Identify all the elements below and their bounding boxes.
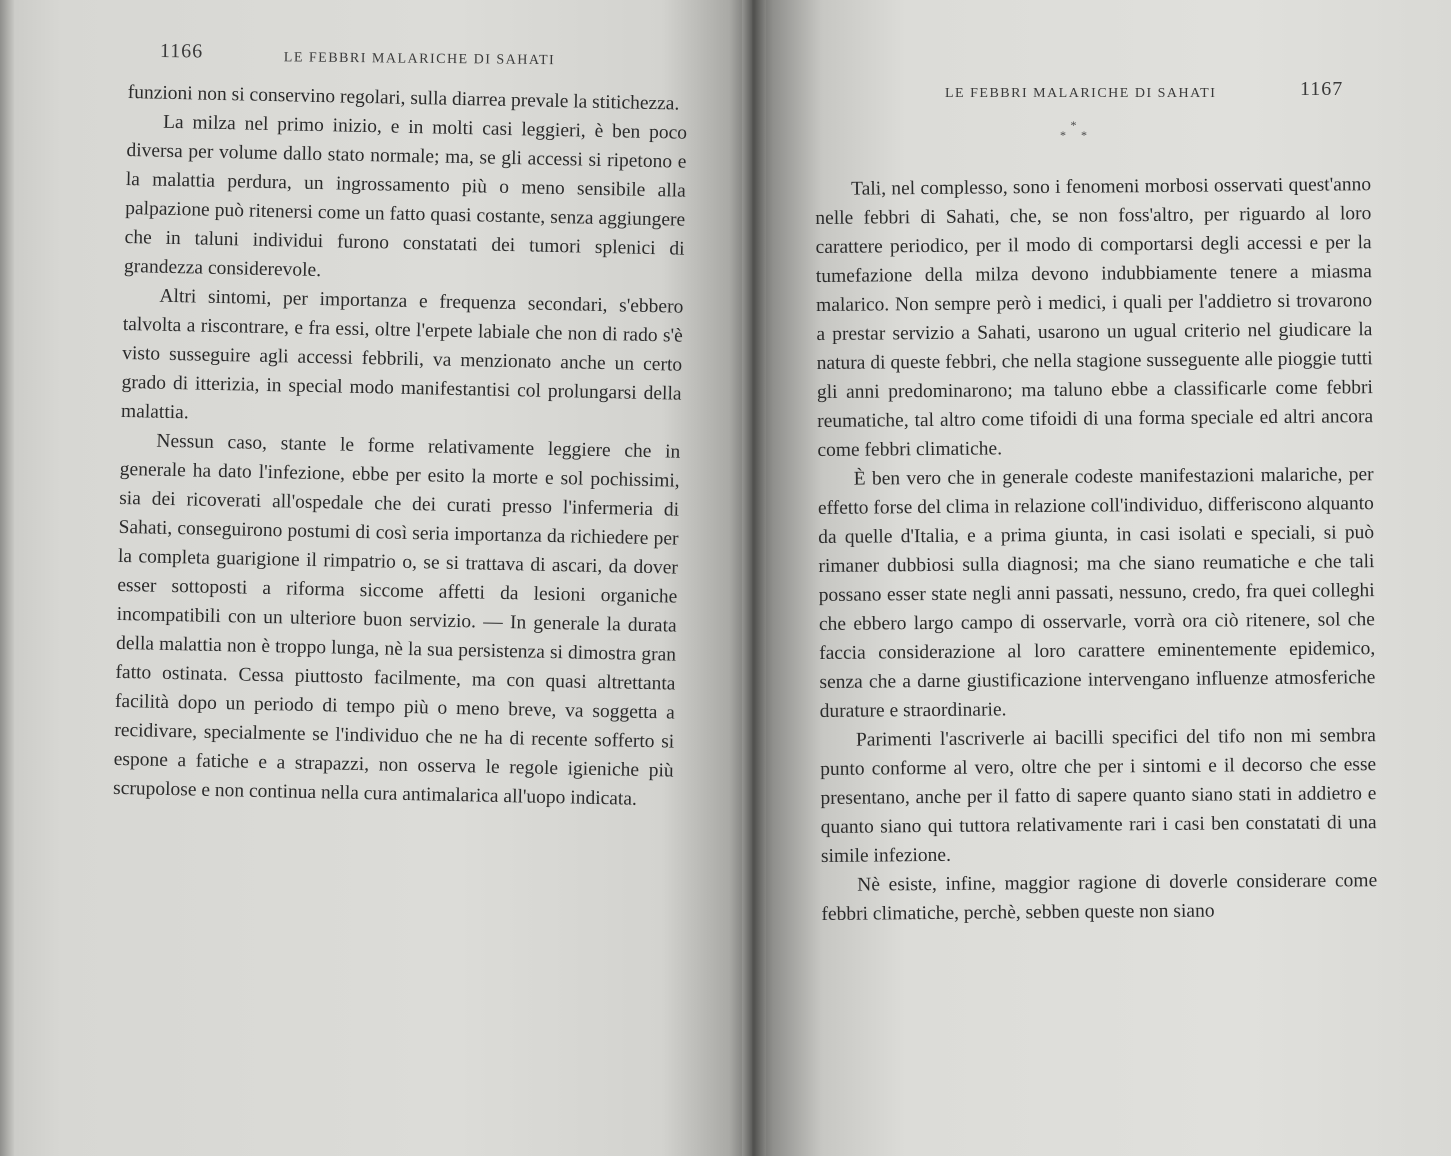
right-page-body	[815, 170, 1378, 929]
asterism-top: *	[1070, 118, 1083, 132]
left-page-body	[113, 78, 688, 815]
paragraph: Parimenti l'ascriverle ai bacilli specifici del tifo non mi sembra punto conforme al vero, oltre che per i sintomi e il decorso che esse presentano, anche per il fatto di sapere quanto siano stati in addietro e quanto siano qui tuttora relativamente rari i casi ben constatati di una simile infezione.	[820, 725, 1377, 867]
right-page-number: 1167	[1300, 78, 1344, 100]
asterism-bottom: * *	[1060, 128, 1093, 142]
book-gutter	[742, 0, 766, 1156]
page-edge-shadow	[0, 0, 14, 1156]
paragraph: funzioni non si conservino regolari, sulla diarrea prevale la stitichezza.	[127, 81, 680, 115]
section-break-asterism	[1060, 120, 1093, 140]
paragraph: È ben vero che in generale codeste manifestazioni malariche, per effetto forse del clima in relazione coll'individuo, differiscono alquanto da quelle d'Italia, e a prima giunta, in casi isolati e speciali, si può rimaner dubbiosi sulla diagnosi; ma che siano reumatiche e che tali possano esser state negli anni passati, nessuno, credo, fra quei colleghi che ebbero largo campo di osservarle, vorrà ora ciò ritenere, sol che faccia considerazione al loro carattere eminentemente epidemico, senza che a darne giustificazione intervengano influenze atmosferiche durature e straordinarie.	[817, 464, 1376, 722]
paragraph: Nessun caso, stante le forme relativamente leggiere che in generale ha dato l'infezione, ebbe per esito la morte e sol pochissimi, sia dei ricoverati all'ospedale che dei curati presso l'infermeria di Sahati, conseguirono postumi di così seria importanza da richiedere per la completa guarigione il rimpatrio o, se si trattava di ascari, da dover esser sottoposti a riforma siccome affetti da lesioni organiche incompatibili con un ulteriore buon servizio. — In generale la durata della malattia non è troppo lunga, nè la sua persistenza si dimostra gran fatto ostinata. Cessa piuttosto facilmente, ma con quasi altrettanta facilità dopo un periodo di tempo più o meno breve, va soggetta a recidivare, specialmente se l'individuo che ne ha di recente sofferto si espone a fatiche e a strapazzi, non osserva le regole igieniche più scrupolose e non continua nella cura antimalarica all'uopo indicata.	[112, 430, 681, 810]
left-running-title: LE FEBBRI MALARICHE DI SAHATI	[283, 50, 556, 69]
paragraph: Nè esiste, infine, maggior ragione di doverle considerare come febbri climatiche, perchè, sebben queste non siano	[821, 870, 1378, 925]
paragraph: La milza nel primo inizio, e in molti casi leggieri, è ben poco diversa per volume dallo stato normale; ma, se gli accessi si ripetono e la malattia perdura, un ingrossamento più o meno sensibile alla palpazione può ritenersi come un fatto quasi costante, senza aggiungere che in taluni individui furono constatati dei tumori splenici di grandezza considerevole.	[123, 111, 688, 282]
right-running-title: LE FEBBRI MALARICHE DI SAHATI	[945, 86, 1217, 101]
paragraph: Tali, nel complesso, sono i fenomeni morbosi osservati quest'anno nelle febbri di Sahati, che, se non foss'altro, per riguardo al loro carattere periodico, per il modo di comportarsi degli accessi e per la tumefazione della milza devono indubbiamente tenere a miasma malarico. Non sempre però i medici, i quali per l'addietro si trovarono a prestar servizio a Sahati, usarono un ugual criterio nel giudicare la natura di queste febbri, che nella stagione susseguente alle pioggie tutti gli anni predominarono; ma taluno ebbe a classificarle come febbri reumatiche, tal altro come tifoidi di una forma speciale ed altri ancora come febbri climatiche.	[815, 174, 1374, 461]
left-page-number: 1166	[159, 40, 204, 63]
paragraph: Altri sintomi, per importanza e frequenza secondari, s'ebbero talvolta a riscontrare, e fra essi, oltre l'erpete labiale che non di rado s'è visto susseguire agli accessi febbrili, va menzionato anche un certo grado di itterizia, in special modo manifestantisi col prolungarsi della malattia.	[120, 285, 684, 424]
